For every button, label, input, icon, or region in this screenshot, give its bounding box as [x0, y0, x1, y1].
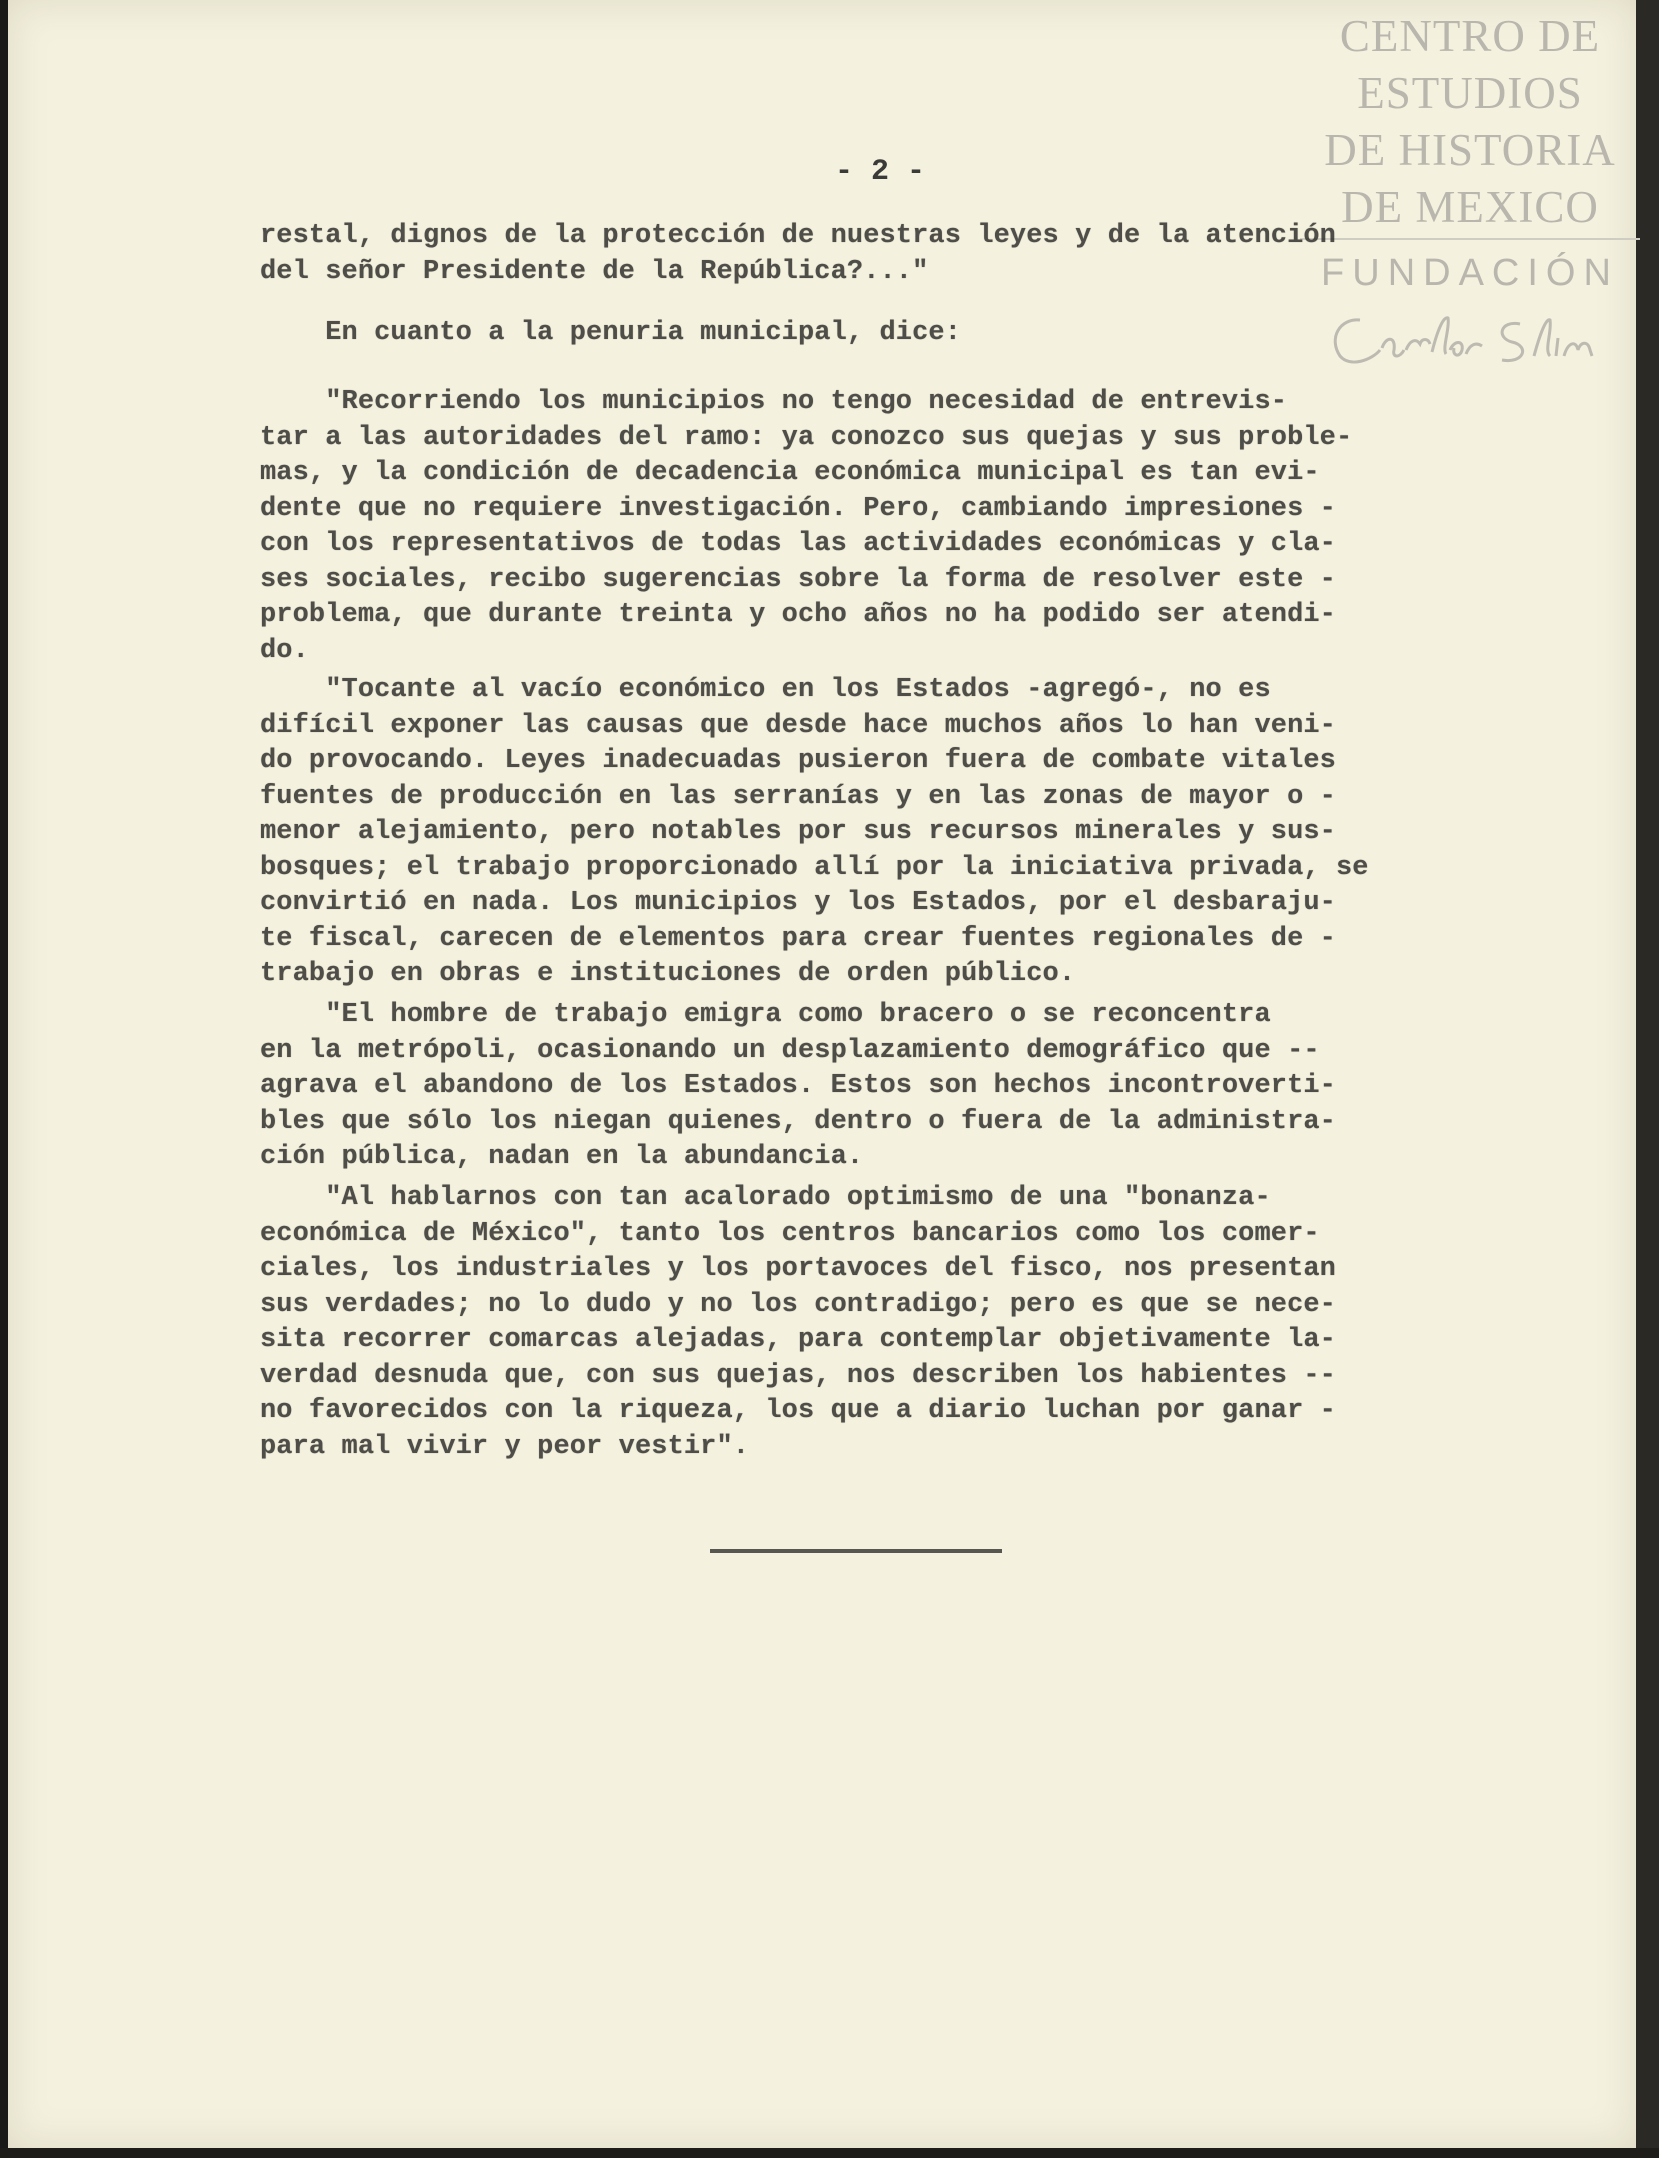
text-line: mas, y la condición de decadencia económica municipal es tan evi-	[260, 458, 1320, 488]
paragraph-quote-municipios	[260, 385, 1570, 669]
text-line: convirtió en nada. Los municipios y los Estados, por el desbaraju-	[260, 888, 1336, 918]
text-line: menor alejamiento, pero notables por sus recursos minerales y sus-	[260, 817, 1336, 847]
text-line: verdad desnuda que, con sus quejas, nos describen los habientes --	[260, 1360, 1336, 1391]
watermark-foundation: FUNDACIÓN	[1321, 252, 1619, 294]
text-line: con los representativos de todas las actividades económicas y cla-	[260, 529, 1336, 559]
text-line: do provocando. Leyes inadecuadas pusieron fuera de combate vitales	[260, 746, 1336, 776]
text-line: te fiscal, carecen de elementos para crear fuentes regionales de -	[260, 923, 1336, 954]
text-line: del señor Presidente de la República?..."	[260, 256, 929, 287]
text-line: ción pública, nadan en la abundancia.	[260, 1142, 864, 1172]
text-line: agrava el abandono de los Estados. Estos son hechos incontroverti-	[260, 1071, 1336, 1101]
text-line: ciales, los industriales y los portavoces del fisco, nos presentan	[260, 1254, 1336, 1284]
text-line: bosques; el trabajo proporcionado allí por la iniciativa privada, se	[260, 852, 1369, 883]
text-line: para mal vivir y peor vestir".	[260, 1431, 750, 1462]
paragraph-intro	[260, 219, 1570, 290]
text-line: do.	[260, 635, 309, 666]
paragraph-municipal	[260, 316, 1570, 352]
text-line: económica de México", tanto los centros bancarios como los comer-	[260, 1218, 1320, 1249]
text-line: trabajo en obras e instituciones de orden público.	[260, 959, 1076, 989]
scan-border-bottom	[0, 2148, 1659, 2158]
text-line: difícil exponer las causas que desde hace muchos años lo han veni-	[260, 710, 1336, 741]
text-line: dente que no requiere investigación. Pero, cambiando impresiones -	[260, 493, 1336, 524]
text-line: "Al hablarnos con tan acalorado optimismo de una "bonanza-	[260, 1183, 1271, 1213]
text-line: "El hombre de trabajo emigra como bracero o se reconcentra	[260, 1000, 1271, 1030]
paragraph-quote-vacio-economico	[260, 673, 1570, 993]
text-line: "Tocante al vacío económico en los Estados -agregó-, no es	[260, 675, 1271, 705]
paragraph-quote-bonanza	[260, 1181, 1570, 1465]
closing-divider-line	[710, 1549, 1002, 1553]
text-line: bles que sólo los niegan quienes, dentro o fuera de la administra-	[260, 1106, 1336, 1137]
text-line: restal, dignos de la protección de nuestras leyes y de la atención	[260, 221, 1336, 251]
page-number: - 2 -	[834, 155, 925, 189]
text-line: sita recorrer comarcas alejadas, para contemplar objetivamente la-	[260, 1325, 1336, 1355]
paragraph-quote-bracero	[260, 998, 1570, 1176]
text-line: sus verdades; no lo dudo y no los contradigo; pero es que se nece-	[260, 1289, 1336, 1320]
text-line: "Recorriendo los municipios no tengo necesidad de entrevis-	[260, 387, 1288, 417]
text-line: en la metrópoli, ocasionando un desplazamiento demográfico que --	[260, 1035, 1320, 1066]
text-line: tar a las autoridades del ramo: ya conozco sus quejas y sus proble-	[260, 422, 1353, 453]
watermark-line-4: DE MEXICO	[1341, 182, 1599, 232]
text-line: En cuanto a la penuria municipal, dice:	[260, 318, 962, 348]
watermark-line-3: DE HISTORIA	[1324, 125, 1616, 175]
watermark-line-1: CENTRO DE	[1339, 11, 1601, 61]
text-line: fuentes de producción en las serranías y en las zonas de mayor o -	[260, 781, 1336, 812]
text-line: no favorecidos con la riqueza, los que a diario luchan por ganar -	[260, 1396, 1336, 1426]
watermark-line-2: ESTUDIOS	[1357, 68, 1583, 118]
text-line: problema, que durante treinta y ocho años no ha podido ser atendi-	[260, 600, 1336, 630]
text-line: ses sociales, recibo sugerencias sobre la forma de resolver este -	[260, 564, 1336, 595]
